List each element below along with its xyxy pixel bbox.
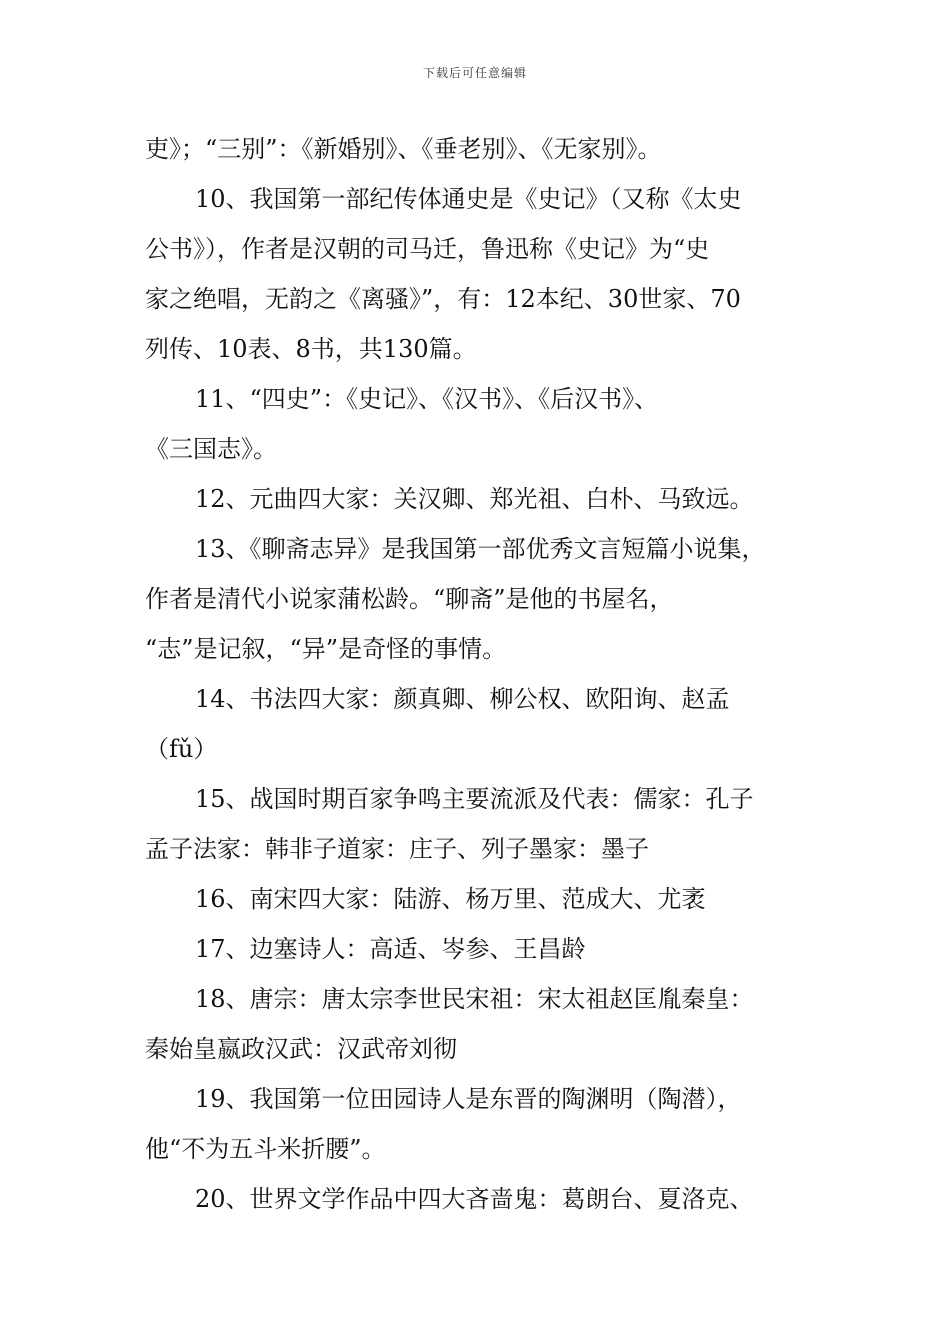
text-line-22: 20、世界文学作品中四大吝啬鬼：葛朗台、夏洛克、 (195, 1185, 754, 1213)
text-line-2: 10、我国第一部纪传体通史是《史记》（又称《太史 (195, 185, 742, 213)
text-line-8: 12、元曲四大家：关汉卿、郑光祖、白朴、马致远。 (195, 485, 754, 513)
text-line-3: 公书》），作者是汉朝的司马迁，鲁迅称《史记》为“史 (145, 235, 710, 263)
text-line-13: （fǔ） (145, 735, 218, 763)
text-line-1: 吏》；“三别”：《新婚别》、《垂老别》、《无家别》。 (145, 135, 662, 163)
text-line-16: 16、南宋四大家：陆游、杨万里、范成大、尤袤 (195, 885, 706, 913)
text-line-4: 家之绝唱，无韵之《离骚》”，有：12本纪、30世家、70 (145, 285, 741, 313)
page-header: 下载后可任意编辑 (422, 66, 527, 80)
text-line-10: 作者是清代小说家蒲松龄。“聊斋”是他的书屋名， (145, 585, 674, 613)
text-line-5: 列传、10表、8书，共130篇。 (145, 335, 477, 363)
text-line-21: 他“不为五斗米折腰”。 (145, 1135, 386, 1163)
text-line-9: 13、《聊斋志异》是我国第一部优秀文言短篇小说集， (195, 535, 766, 563)
document-body (145, 124, 810, 1224)
text-line-15: 孟子法家：韩非子道家：庄子、列子墨家：墨子 (145, 835, 649, 863)
text-line-17: 17、边塞诗人：高适、岑参、王昌龄 (195, 935, 586, 963)
text-line-18: 18、唐宗：唐太宗李世民宋祖：宋太祖赵匡胤秦皇： (195, 985, 754, 1013)
text-line-12: 14、书法四大家：颜真卿、柳公权、欧阳询、赵孟 (195, 685, 730, 713)
text-line-19: 秦始皇嬴政汉武：汉武帝刘彻 (145, 1035, 457, 1063)
text-line-14: 15、战国时期百家争鸣主要流派及代表：儒家：孔子 (195, 785, 754, 813)
text-line-11: “志”是记叙，“异”是奇怪的事情。 (145, 635, 507, 663)
text-line-20: 19、我国第一位田园诗人是东晋的陶渊明（陶潜）， (195, 1085, 742, 1113)
text-line-7: 《三国志》。 (145, 435, 277, 463)
text-line-6: 11、“四史”：《史记》、《汉书》、《后汉书》、 (195, 385, 659, 413)
